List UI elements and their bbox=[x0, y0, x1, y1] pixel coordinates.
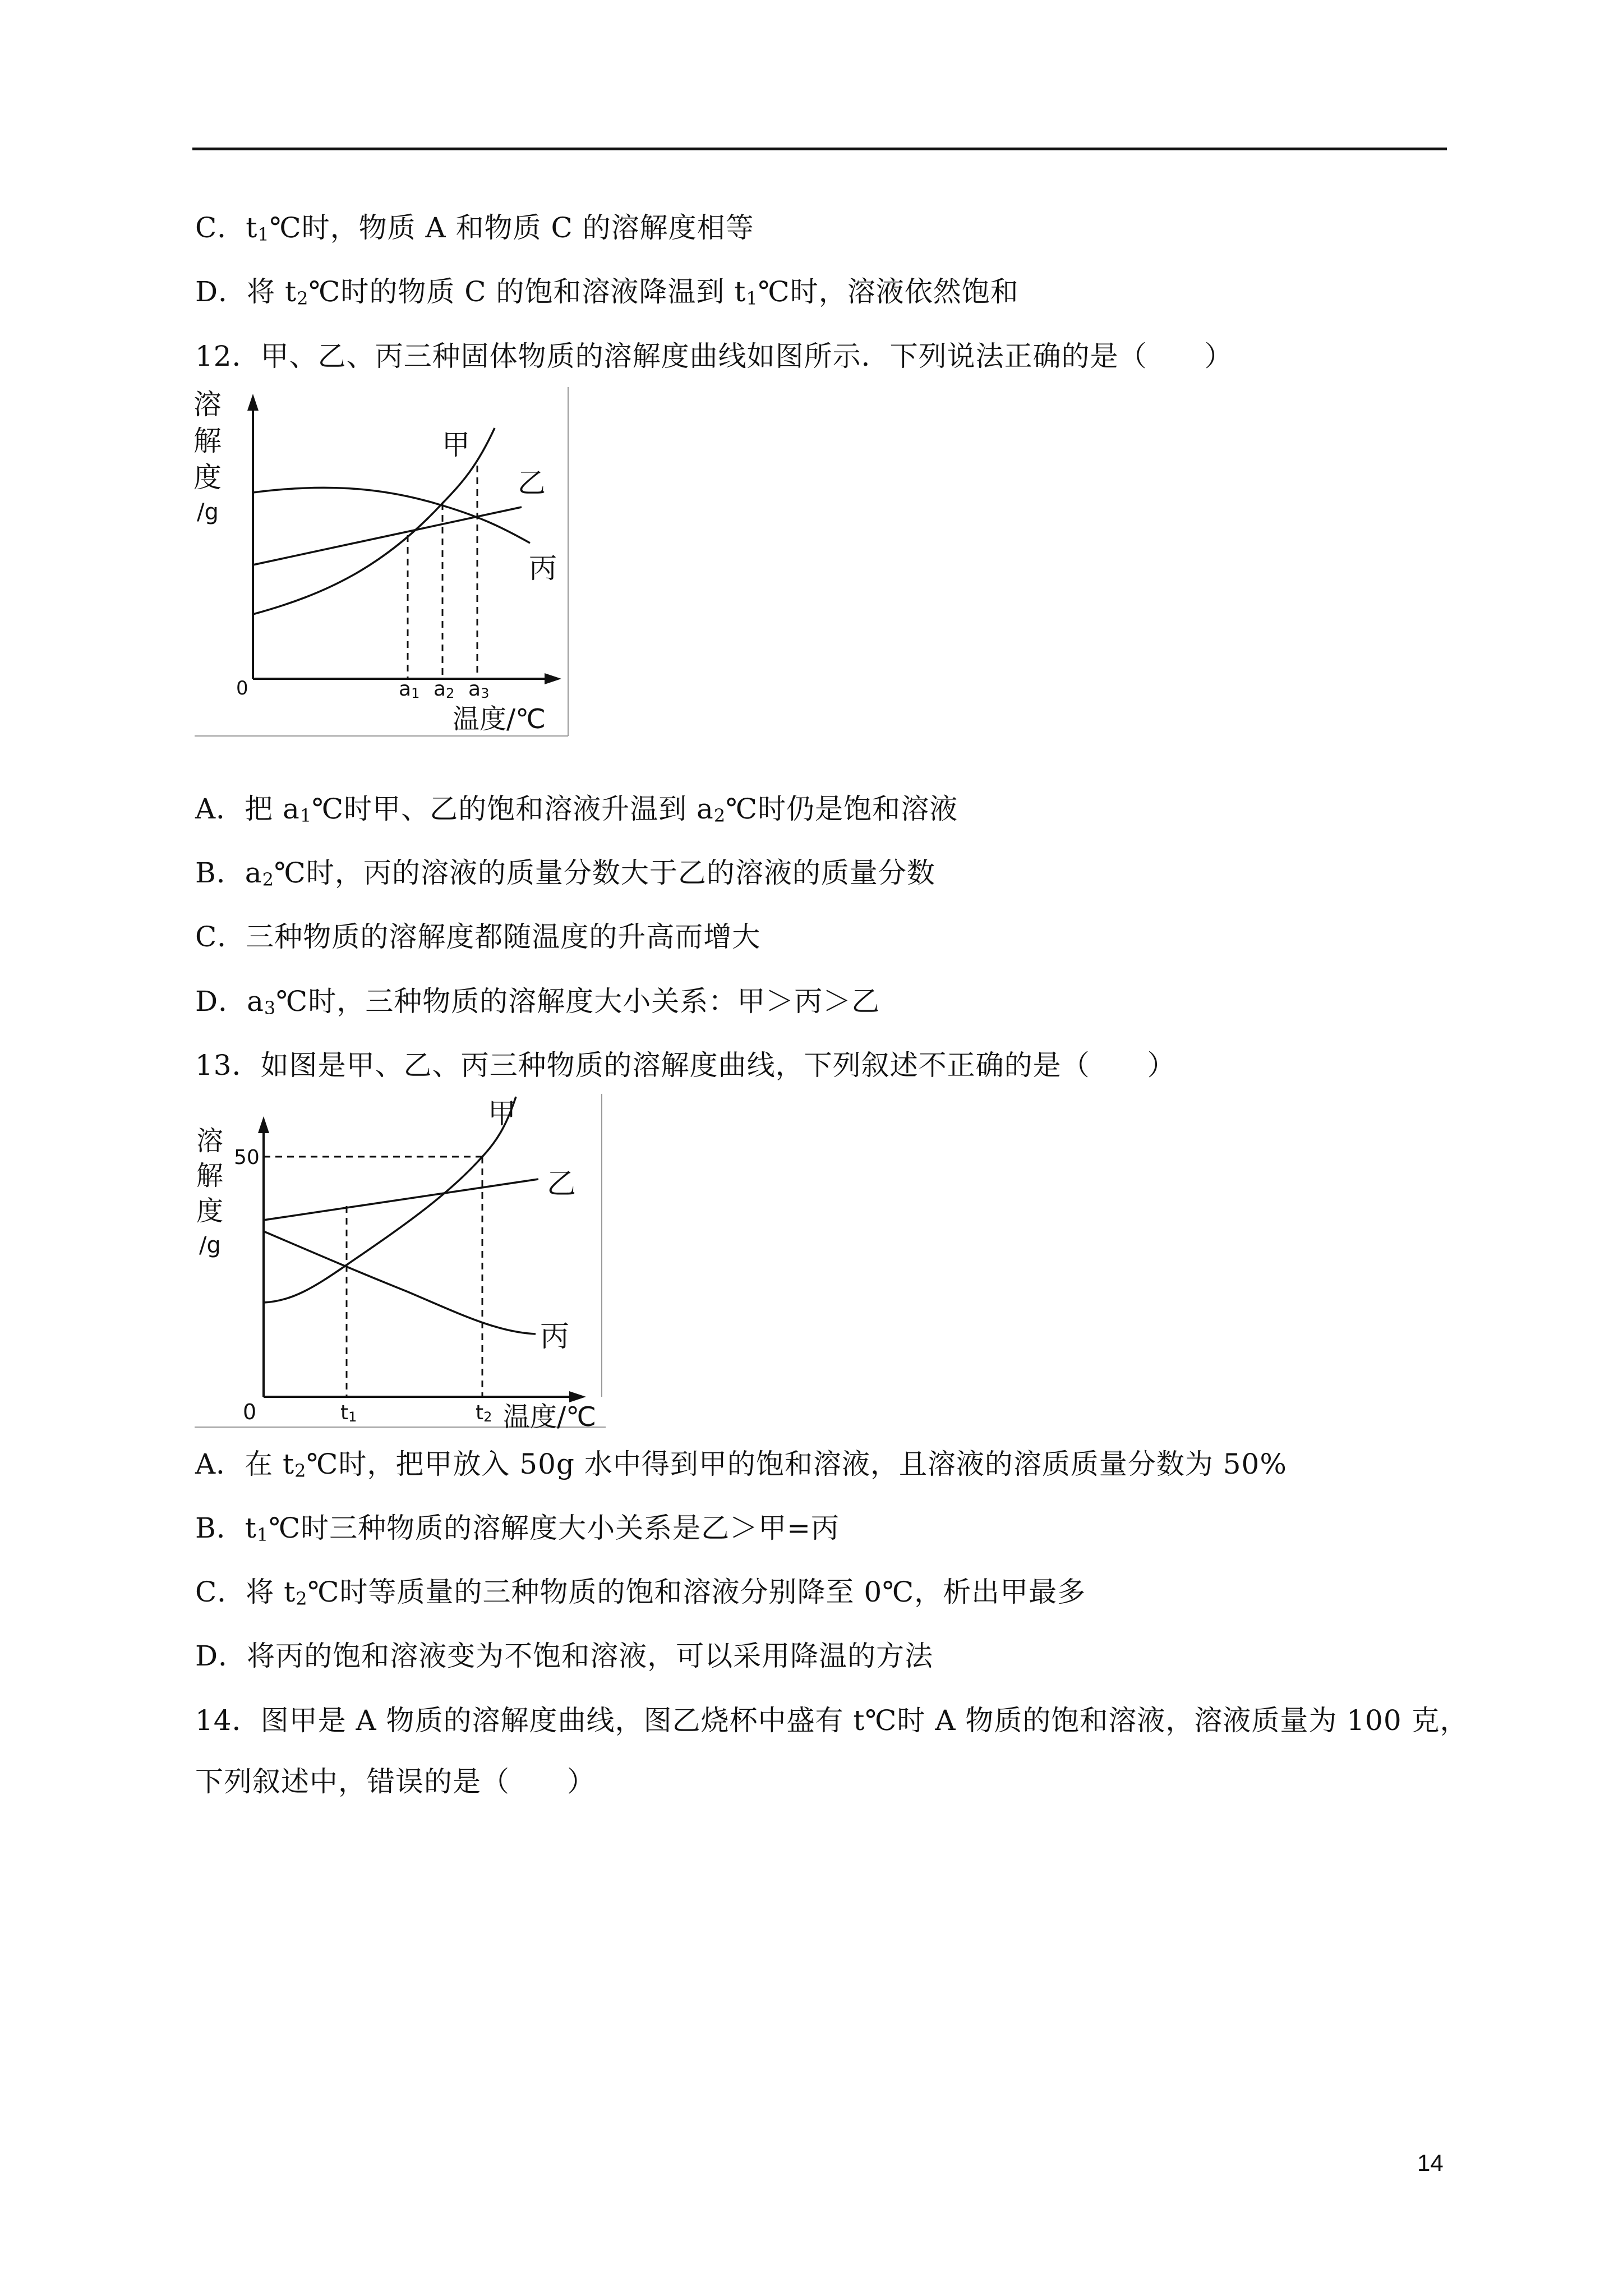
y-label-unit: /g bbox=[199, 1232, 221, 1258]
label-bing: 丙 bbox=[529, 552, 557, 585]
y-tick-50: 50 bbox=[234, 1146, 260, 1169]
y-label-unit: /g bbox=[197, 499, 219, 525]
y-axis-arrow bbox=[258, 1116, 269, 1133]
label-yi: 乙 bbox=[518, 467, 546, 499]
q11-option-d: D．将 $t_2℃$时的物质 C 的饱和溶液降温到 $t_1℃$时，溶液依然饱和 bbox=[195, 275, 1019, 309]
q12-solubility-figure bbox=[193, 387, 569, 738]
label-jia: 甲 bbox=[442, 429, 470, 461]
q12-option-d: D．$a_3℃$时，三种物质的溶解度大小关系：甲＞丙＞乙 bbox=[195, 985, 880, 1019]
y-label-char-2: 解 bbox=[193, 425, 222, 457]
header-rule bbox=[192, 148, 1447, 150]
curve-yi bbox=[253, 507, 522, 565]
q14-stem-line-1: 14．图甲是 A 物质的溶解度曲线，图乙烧杯中盛有 t℃时 A 物质的饱和溶液，溶液质量为 100 克， bbox=[195, 1704, 1469, 1737]
q13-option-c: C．将 $t_2℃$时等质量的三种物质的饱和溶液分别降至 0℃，析出甲最多 bbox=[195, 1576, 1086, 1609]
q12-stem: 12．甲、乙、丙三种固体物质的溶解度曲线如图所示．下列说法正确的是（ ） bbox=[195, 340, 1233, 372]
x-axis-arrow bbox=[545, 673, 561, 684]
origin-label: 0 bbox=[243, 1400, 257, 1424]
q13-chart bbox=[193, 1094, 606, 1430]
curve-yi bbox=[264, 1179, 538, 1220]
x-axis-label: 温度/℃ bbox=[453, 703, 546, 735]
tick-a2: a2 bbox=[434, 678, 455, 701]
q13-stem: 13．如图是甲、乙、丙三种物质的溶解度曲线，下列叙述不正确的是（ ） bbox=[195, 1049, 1176, 1082]
q13-solubility-figure bbox=[193, 1094, 606, 1430]
q12-option-a: A．把 $a_1℃$时甲、乙的饱和溶液升温到 $a_2℃$时仍是饱和溶液 bbox=[195, 793, 958, 826]
q11-option-c: C．$t_1℃$时，物质 A 和物质 C 的溶解度相等 bbox=[195, 211, 754, 245]
tick-t2: t2 bbox=[476, 1401, 492, 1425]
tick-a3: a3 bbox=[468, 678, 490, 701]
curve-jia bbox=[264, 1097, 516, 1303]
tick-t1: t1 bbox=[340, 1401, 357, 1425]
q12-option-c: C．三种物质的溶解度都随温度的升高而增大 bbox=[195, 921, 761, 953]
q14-stem-line-2: 下列叙述中，错误的是（ ） bbox=[195, 1765, 596, 1798]
y-label-char-3: 度 bbox=[196, 1195, 224, 1227]
page-number: 14 bbox=[1417, 2150, 1444, 2176]
label-bing: 丙 bbox=[540, 1320, 570, 1354]
curve-bing bbox=[264, 1231, 536, 1334]
q13-option-d: D．将丙的饱和溶液变为不饱和溶液，可以采用降温的方法 bbox=[195, 1640, 934, 1672]
y-label-char-1: 溶 bbox=[196, 1125, 224, 1157]
y-axis-arrow bbox=[247, 394, 259, 411]
y-label-char-2: 解 bbox=[196, 1160, 224, 1191]
y-label-char-1: 溶 bbox=[193, 388, 222, 421]
label-jia: 甲 bbox=[488, 1097, 516, 1130]
q13-option-b: B．$t_1℃$时三种物质的溶解度大小关系是乙＞甲=丙 bbox=[195, 1512, 840, 1545]
q12-option-b: B．$a_2℃$时，丙的溶液的质量分数大于乙的溶液的质量分数 bbox=[195, 857, 935, 890]
origin-label: 0 bbox=[236, 677, 248, 700]
x-axis-arrow bbox=[569, 1391, 586, 1402]
q12-chart bbox=[193, 387, 569, 738]
x-axis-label: 温度/℃ bbox=[503, 1401, 597, 1430]
label-yi: 乙 bbox=[547, 1167, 577, 1201]
tick-a1: a1 bbox=[399, 678, 420, 701]
q13-option-a: A．在 $t_2℃$时，把甲放入 50g 水中得到甲的饱和溶液，且溶液的溶质质量分数为 50% bbox=[195, 1448, 1287, 1481]
y-label-char-3: 度 bbox=[193, 461, 222, 494]
